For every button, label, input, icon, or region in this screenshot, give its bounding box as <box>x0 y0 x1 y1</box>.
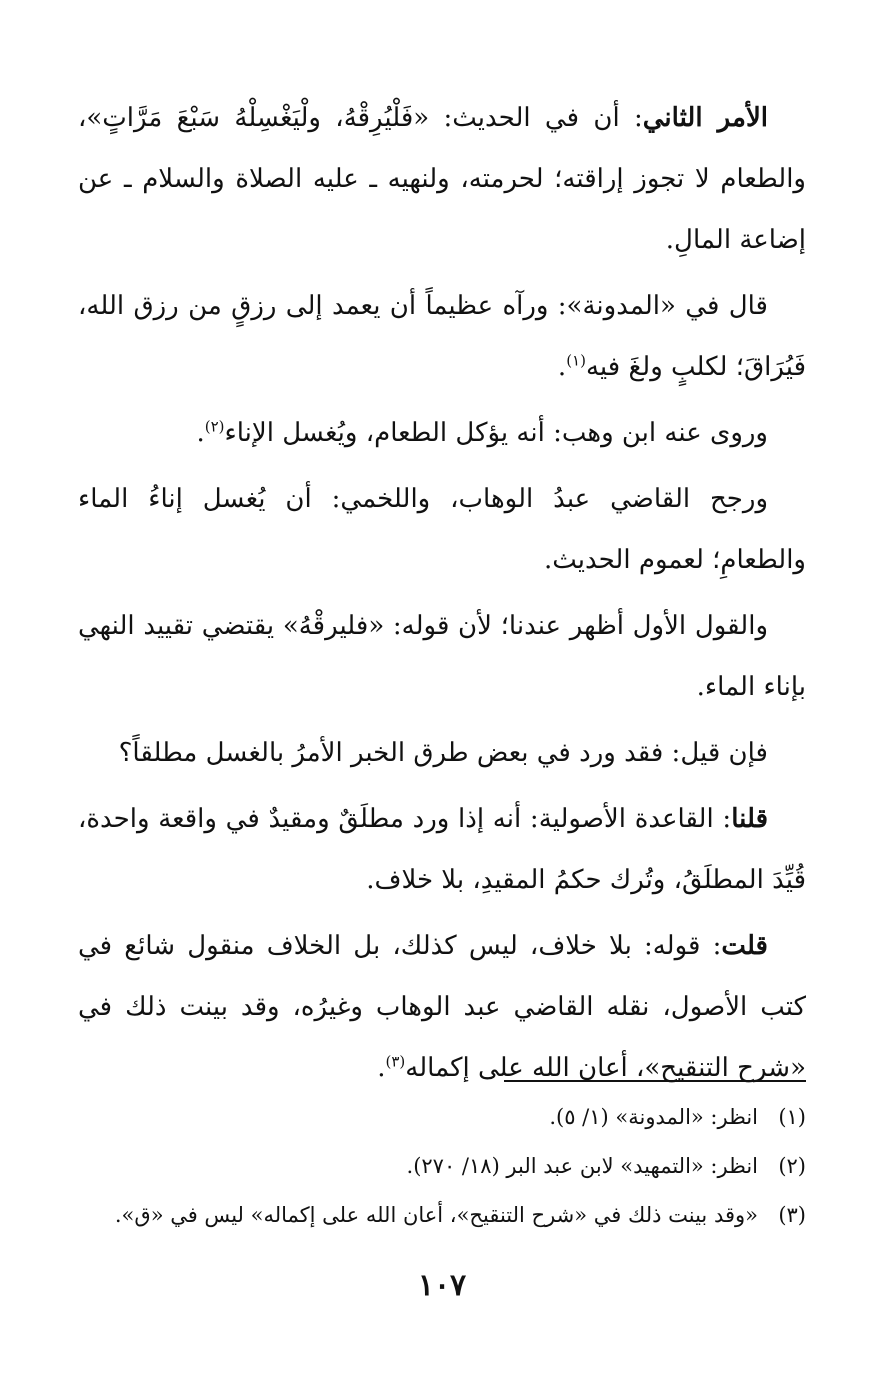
paragraph-8-lead: قلت <box>721 931 768 961</box>
paragraph-3-end: . <box>196 418 205 448</box>
paragraph-7 <box>78 789 806 911</box>
paragraph-2-end: . <box>557 352 567 382</box>
paragraph-6-text: فإن قيل: فقد ورد في بعض طرق الخبر الأمرُ بالغسل مطلقاً؟ <box>118 738 768 768</box>
footnote-2-number: (٢) <box>778 1154 806 1178</box>
paragraph-1 <box>78 88 806 271</box>
footnotes <box>78 1093 806 1240</box>
paragraph-1-text: : أن في الحديث: «فَلْيُرِقْهُ، ولْيَغْسِلْهُ سَبْعَ مَرَّاتٍ»، والطعام لا تجوز إراقته؛ لحرمته، ولنهيه ـ عليه الصلاة والسلام ـ عن إضاعة المالِ. <box>78 103 806 255</box>
paragraph-2-text: قال في «المدونة»: ورآه عظيماً أن يعمد إلى رزقٍ من رزق الله، فَيُرَاقَ؛ لكلبٍ ولغَ فيه <box>78 291 806 382</box>
footnote-ref-1: (١) <box>566 351 586 370</box>
paragraph-8 <box>78 916 806 1099</box>
footnote-2-text: انظر: «التمهيد» لابن عبد البر (١٨/ ٢٧٠). <box>406 1154 758 1178</box>
paragraph-7-text: : القاعدة الأصولية: أنه إذا ورد مطلَقٌ ومقيدٌ في واقعة واحدة، قُيِّدَ المطلَقُ، وتُرك حكمُ المقيدِ، بلا خلاف. <box>78 804 806 895</box>
paragraph-2 <box>78 276 806 398</box>
paragraph-5-text: والقول الأول أظهر عندنا؛ لأن قوله: «فليرقْهُ» يقتضي تقييد النهي بإناء الماء. <box>78 611 806 702</box>
main-text <box>78 88 806 1104</box>
paragraph-6 <box>78 723 806 784</box>
book-page <box>78 88 806 1348</box>
footnote-ref-3: (٣) <box>385 1052 406 1071</box>
footnote-2 <box>78 1142 806 1191</box>
paragraph-1-lead: الأمر الثاني <box>642 103 768 133</box>
footnote-3-number: (٣) <box>778 1203 806 1227</box>
paragraph-4 <box>78 469 806 591</box>
footnote-3 <box>78 1191 806 1240</box>
paragraph-8-end: . <box>377 1053 386 1083</box>
footnote-3-text: «وقد بينت ذلك في «شرح التنقيح»، أعان الله على إكماله» ليس في «ق». <box>114 1203 758 1227</box>
paragraph-3 <box>78 403 806 464</box>
footnote-1 <box>78 1093 806 1142</box>
paragraph-5 <box>78 596 806 718</box>
paragraph-3-text: وروى عنه ابن وهب: أنه يؤكل الطعام، ويُغسل الإناء <box>224 418 768 448</box>
footnote-1-text: انظر: «المدونة» (١/ ٥). <box>549 1105 758 1129</box>
footnote-ref-2: (٢) <box>204 417 225 436</box>
footnote-1-number: (١) <box>778 1105 806 1129</box>
paragraph-7-lead: قلنا <box>731 804 768 834</box>
paragraph-8-text: : قوله: بلا خلاف، ليس كذلك، بل الخلاف منقول شائع في كتب الأصول، نقله القاضي عبد الوهاب وغيرُه، وقد بينت ذلك في «شرح التنقيح»، أعان الله على إكماله <box>78 931 806 1083</box>
paragraph-4-text: ورجح القاضي عبدُ الوهاب، واللخمي: أن يُغسل إناءُ الماء والطعامِ؛ لعموم الحديث. <box>78 484 806 575</box>
footnote-divider <box>504 1080 806 1082</box>
page-number: ١٠٧ <box>417 1268 467 1303</box>
